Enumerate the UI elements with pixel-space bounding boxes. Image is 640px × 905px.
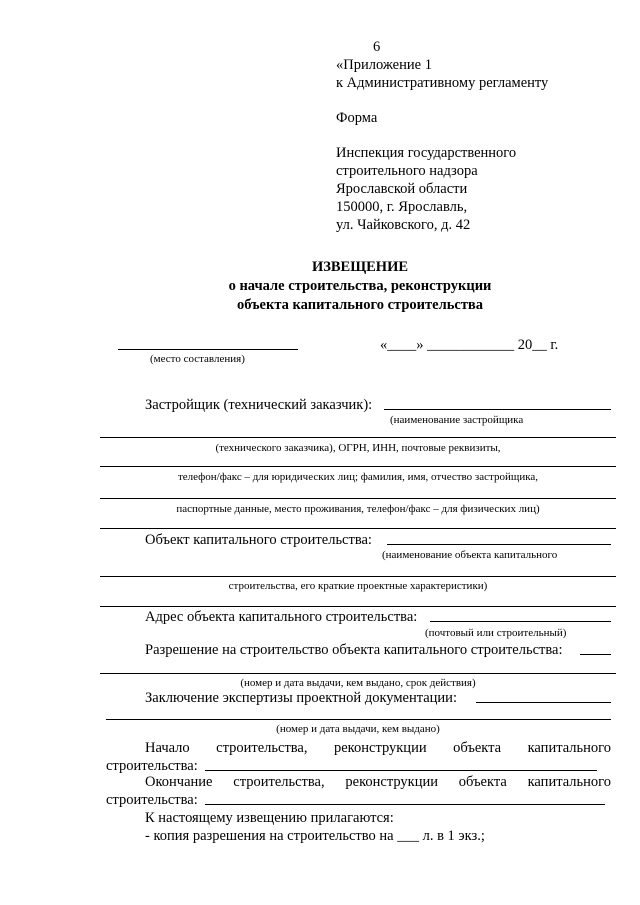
developer-hint-3: телефон/факс – для юридических лиц; фамилия, имя, отчество застройщика, bbox=[177, 471, 539, 483]
end-date-field-line[interactable] bbox=[205, 804, 605, 805]
permit-label: Разрешение на строительство объекта капитального строительства: bbox=[145, 642, 563, 658]
end-word-5: капитального bbox=[527, 774, 611, 790]
expertise-line-2[interactable] bbox=[106, 719, 611, 720]
addressee-line-3: Ярославской области bbox=[336, 181, 468, 197]
object-label: Объект капитального строительства: bbox=[145, 532, 372, 548]
expertise-hint: (номер и дата выдачи, кем выдано) bbox=[276, 723, 440, 735]
place-line bbox=[118, 349, 298, 350]
object-line-3[interactable] bbox=[100, 606, 616, 607]
start-line-2-label: строительства: bbox=[106, 758, 198, 774]
developer-hint-4: паспортные данные, место проживания, телефон/факс – для физических лиц) bbox=[176, 503, 540, 515]
start-word-3: реконструкции bbox=[334, 740, 427, 756]
end-word-3: реконструкции bbox=[345, 774, 438, 790]
date-template: «____» ____________ 20__ г. bbox=[380, 337, 559, 353]
address-hint: (почтовый или строительный) bbox=[425, 627, 567, 639]
form-label: Форма bbox=[336, 110, 378, 126]
document-title: ИЗВЕЩЕНИЕ bbox=[311, 259, 409, 275]
start-date-field-line[interactable] bbox=[205, 770, 597, 771]
permit-line-2[interactable] bbox=[100, 673, 616, 674]
object-line-2[interactable] bbox=[100, 576, 616, 577]
developer-hint-2: (технического заказчика), ОГРН, ИНН, почтовые реквизиты, bbox=[215, 442, 501, 454]
addressee-line-2: строительного надзора bbox=[336, 163, 478, 179]
end-word-1: Окончание bbox=[145, 774, 213, 790]
developer-line-5[interactable] bbox=[100, 528, 616, 529]
appendix-line-1: «Приложение 1 bbox=[336, 57, 432, 73]
expertise-label: Заключение экспертизы проектной документации: bbox=[145, 690, 457, 706]
developer-hint-1: (наименование застройщика bbox=[390, 414, 524, 426]
addressee-line-5: ул. Чайковского, д. 42 bbox=[336, 217, 471, 233]
developer-line-3[interactable] bbox=[100, 466, 616, 467]
developer-line-2[interactable] bbox=[100, 437, 616, 438]
page-number: 6 bbox=[373, 39, 381, 55]
object-hint-1: (наименование объекта капитального bbox=[382, 549, 558, 561]
developer-line-4[interactable] bbox=[100, 498, 616, 499]
developer-field-line[interactable] bbox=[384, 409, 611, 410]
attachment-item-1: - копия разрешения на строительство на ___ л. в 1 экз.; bbox=[145, 828, 485, 844]
start-word-5: капитального bbox=[527, 740, 611, 756]
address-label: Адрес объекта капитального строительства: bbox=[145, 609, 418, 625]
start-word-2: строительства, bbox=[216, 740, 308, 756]
document-subtitle-2: объекта капитального строительства bbox=[236, 297, 484, 313]
addressee-line-4: 150000, г. Ярославль, bbox=[336, 199, 468, 215]
end-line-2-label: строительства: bbox=[106, 792, 198, 808]
start-word-4: объекта bbox=[453, 740, 502, 756]
place-hint: (место составления) bbox=[150, 353, 245, 365]
end-word-2: строительства, bbox=[233, 774, 325, 790]
address-field-line[interactable] bbox=[430, 621, 611, 622]
addressee-line-1: Инспекция государственного bbox=[336, 145, 517, 161]
permit-field-line[interactable] bbox=[580, 654, 611, 655]
expertise-field-line[interactable] bbox=[476, 702, 611, 703]
start-word-1: Начало bbox=[145, 740, 190, 756]
end-paragraph bbox=[145, 773, 611, 792]
permit-hint: (номер и дата выдачи, кем выдано, срок действия) bbox=[240, 677, 476, 689]
attachments-label: К настоящему извещению прилагаются: bbox=[145, 810, 394, 826]
document-subtitle-1: о начале строительства, реконструкции bbox=[228, 278, 492, 294]
developer-label: Застройщик (технический заказчик): bbox=[145, 397, 373, 413]
end-word-4: объекта bbox=[458, 774, 507, 790]
start-paragraph bbox=[145, 739, 611, 758]
appendix-line-2: к Административному регламенту bbox=[336, 75, 549, 91]
object-field-line[interactable] bbox=[387, 544, 611, 545]
object-hint-2: строительства, его краткие проектные характеристики) bbox=[228, 580, 488, 592]
